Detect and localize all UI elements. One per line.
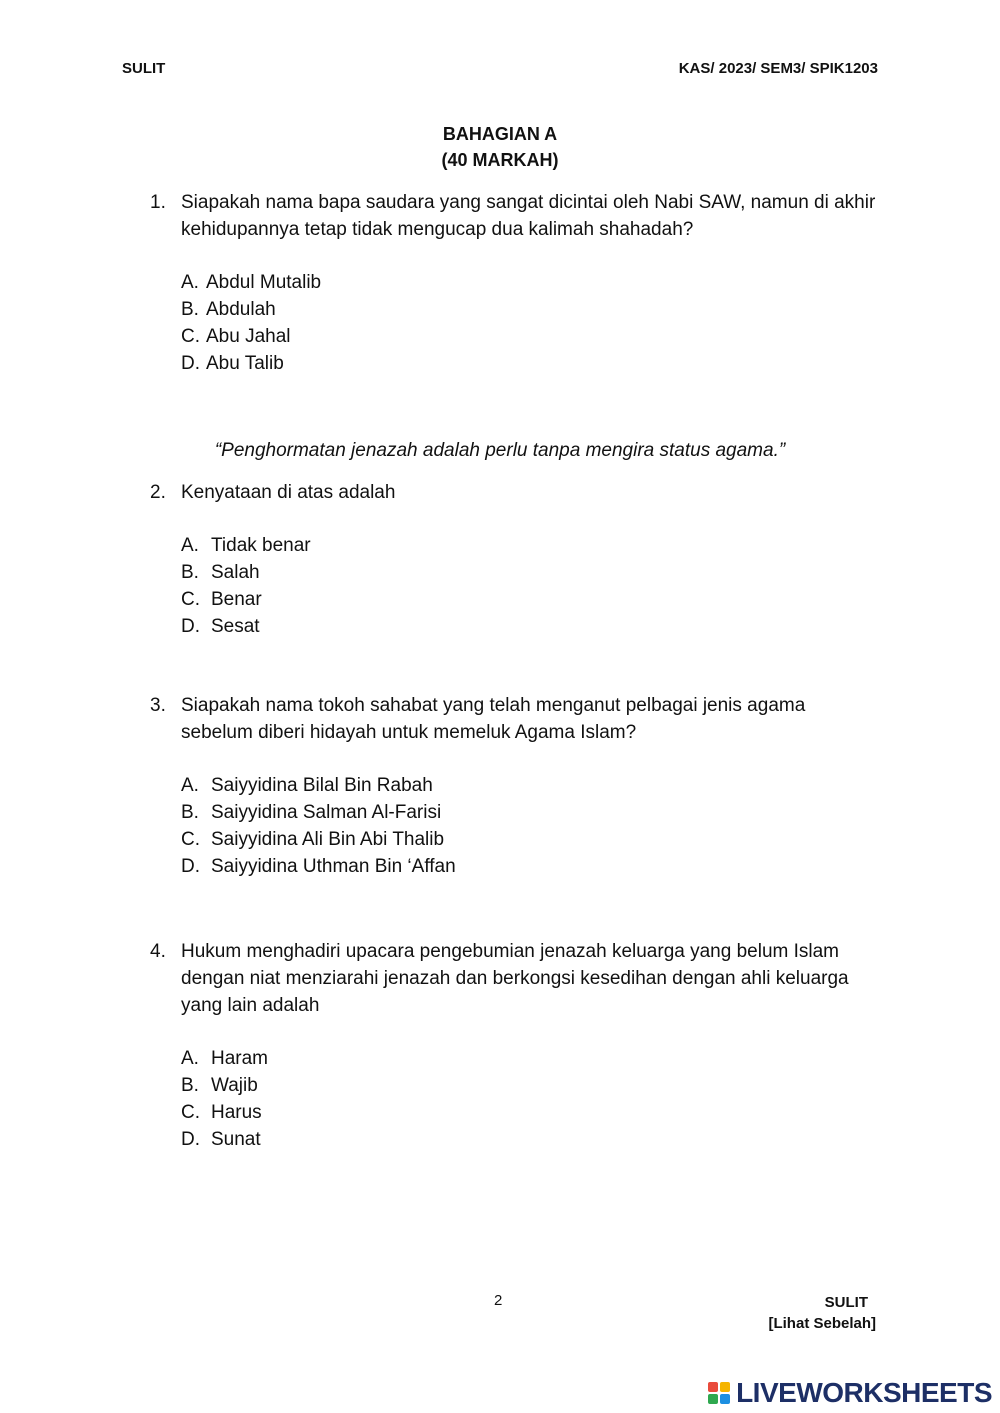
question-text: Siapakah nama bapa saudara yang sangat dicintai oleh Nabi SAW, namun di akhir kehidupannya tetap tidak mengucap dua kalimah shahadah? <box>181 192 876 240</box>
option-list <box>181 532 880 640</box>
option-c: C. Saiyyidina Ali Bin Abi Thalib <box>181 829 445 850</box>
footer-next-page: [Lihat Sebelah] <box>768 1315 876 1332</box>
logo-tile-blue <box>720 1394 730 1404</box>
option-b: B. Wajib <box>181 1075 258 1096</box>
header-sulit: SULIT <box>122 60 166 77</box>
logo-tile-yellow <box>720 1382 730 1392</box>
question-number: 3. <box>150 695 166 716</box>
option-d: D. Sesat <box>181 616 260 637</box>
option-b: B. Salah <box>181 562 260 583</box>
option-c: C. Harus <box>181 1102 262 1123</box>
option-b: B. Abdulah <box>181 299 276 320</box>
section-title: BAHAGIAN A <box>442 124 558 144</box>
option-d: D. Abu Talib <box>181 353 284 374</box>
footer-sulit: SULIT <box>824 1294 868 1311</box>
option-a: A. Abdul Mutalib <box>181 272 322 293</box>
liveworksheets-wordmark: LIVEWORKSHEETS <box>736 1377 992 1408</box>
logo-tile-green <box>708 1394 718 1404</box>
question-text: Hukum menghadiri upacara pengebumian jenazah keluarga yang belum Islam dengan niat menziarahi jenazah dan berkongsi kesedihan dengan ahli keluarga yang lain adalah <box>181 941 849 1016</box>
option-list <box>181 772 880 880</box>
page-number: 2 <box>494 1292 503 1309</box>
question-text: Kenyataan di atas adalah <box>181 482 396 503</box>
question-2 <box>150 479 880 640</box>
question-3 <box>150 692 880 880</box>
liveworksheets-logo <box>708 1376 992 1410</box>
option-d: D. Sunat <box>181 1129 261 1150</box>
option-d: D. Saiyyidina Uthman Bin ‘Affan <box>181 856 456 877</box>
option-c: C. Abu Jahal <box>181 326 291 347</box>
option-a: A. Haram <box>181 1048 269 1069</box>
header-code: KAS/ 2023/ SEM3/ SPIK1203 <box>678 60 878 77</box>
question-number: 4. <box>150 941 166 962</box>
statement-quote: “Penghormatan jenazah adalah perlu tanpa mengira status agama.” <box>214 440 786 461</box>
question-4 <box>150 938 880 1153</box>
option-c: C. Benar <box>181 589 262 610</box>
question-text: Siapakah nama tokoh sahabat yang telah menganut pelbagai jenis agama sebelum diberi hidayah untuk memeluk Agama Islam? <box>181 695 806 743</box>
option-a: A. Saiyyidina Bilal Bin Rabah <box>181 775 433 796</box>
option-b: B. Saiyyidina Salman Al-Farisi <box>181 802 442 823</box>
liveworksheets-icon <box>708 1382 730 1404</box>
question-number: 2. <box>150 482 166 503</box>
option-a: A. Tidak benar <box>181 535 311 556</box>
option-list <box>181 1045 880 1153</box>
footer-right <box>768 1292 876 1334</box>
question-number: 1. <box>150 192 166 213</box>
section-marks: (40 MARKAH) <box>441 150 559 170</box>
question-1 <box>150 189 880 377</box>
option-list <box>181 269 880 377</box>
logo-tile-red <box>708 1382 718 1392</box>
section-heading <box>0 121 1000 173</box>
